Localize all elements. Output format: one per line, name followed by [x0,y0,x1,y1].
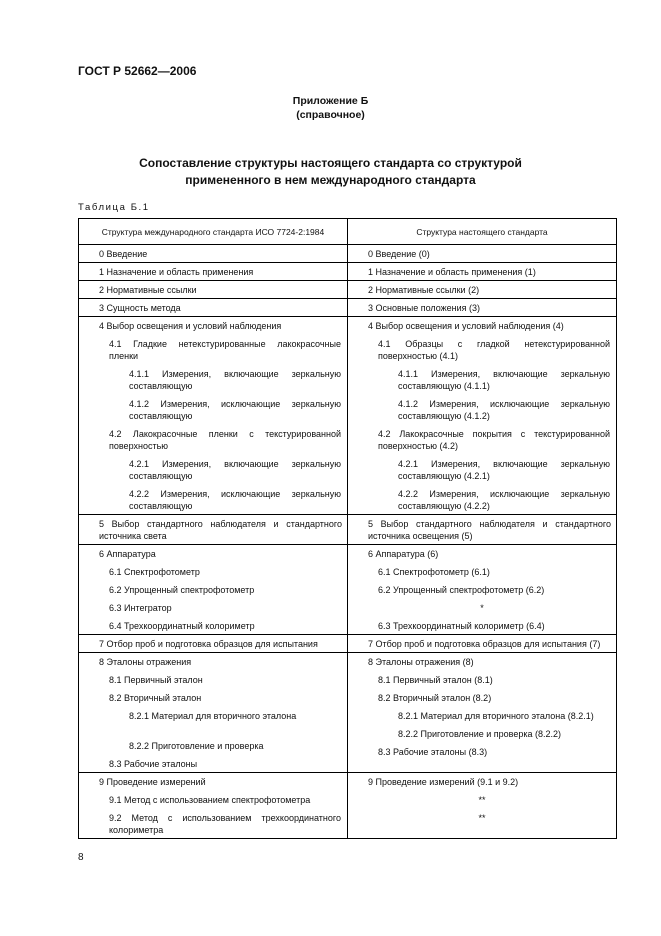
standard-designation: ГОСТ Р 52662—2006 [78,64,197,78]
clause-entry: 1 Назначение и область применения [99,267,254,277]
international-structure-cell [79,317,348,515]
national-structure-cell [348,773,617,839]
clause-entry: 4.2.1 Измерения, включающие зеркальную составляющую (4.2.1) [398,459,610,481]
clause-entry: 6.3 Интегратор [109,603,172,613]
international-structure-cell [79,263,348,281]
clause-entry: 4.1.1 Измерения, включающие зеркальную составляющую [129,369,341,391]
clause-entry: 8.3 Рабочие эталоны [109,759,198,769]
clause-entry: 2 Нормативные ссылки [99,285,197,295]
international-structure-cell [79,773,348,839]
header-international-standard: Структура международного стандарта ИСО 7724-2:1984 [79,219,348,245]
national-structure-cell [348,545,617,635]
clause-entry: 5 Выбор стандартного наблюдателя и стандартного источника освещения (5) [368,519,611,541]
national-structure-cell [348,245,617,263]
table-caption: Таблица Б.1 [78,202,150,213]
table-row [79,263,617,281]
table-header-row [79,219,617,245]
table-body [79,245,617,839]
national-structure-cell [348,299,617,317]
clause-entry: 4.1.1 Измерения, включающие зеркальную составляющую (4.1.1) [398,369,610,391]
clause-entry: 6.2 Упрощенный спектрофотометр (6.2) [378,585,545,595]
clause-entry: 8.2.1 Материал для вторичного эталона [129,711,297,721]
page-number: 8 [78,852,84,863]
clause-entry: 4.2 Лакокрасочные пленки с текстурированной поверхностью [109,429,341,451]
clause-entry: 4.2 Лакокрасочные покрытия с текстурированной поверхностью (4.2) [378,429,610,451]
clause-entry: ** [478,795,486,805]
table-row [79,515,617,545]
clause-entry: 4.1.2 Измерения, исключающие зеркальную составляющую (4.1.2) [398,399,610,421]
national-structure-cell [348,317,617,515]
clause-entry: 9 Проведение измерений (9.1 и 9.2) [368,777,519,787]
clause-entry: 8.2.1 Материал для вторичного эталона (8.2.1) [398,711,594,721]
clause-entry: ** [478,813,486,823]
clause-entry: 6 Аппаратура [99,549,156,559]
clause-entry: 4 Выбор освещения и условий наблюдения (4) [368,321,564,331]
clause-entry: 5 Выбор стандартного наблюдателя и стандартного источника света [99,519,342,541]
clause-entry: 9 Проведение измерений [99,777,206,787]
national-structure-cell [348,653,617,773]
clause-entry: 6.4 Трехкоординатный колориметр [109,621,255,631]
clause-entry: 8.3 Рабочие эталоны (8.3) [378,747,488,757]
table-row [79,773,617,839]
clause-entry: 8 Эталоны отражения [99,657,192,667]
international-structure-cell [79,545,348,635]
clause-entry: 6 Аппаратура (6) [368,549,439,559]
document-title-line-2: примененного в нем международного стандарта [185,173,476,187]
table-row [79,635,617,653]
clause-entry: 8.2.2 Приготовление и проверка [129,741,264,751]
clause-entry: 6.2 Упрощенный спектрофотометр [109,585,255,595]
clause-entry: 8.2 Вторичный эталон [109,693,202,703]
national-structure-cell [348,263,617,281]
clause-entry: 4.2.2 Измерения, исключающие зеркальную составляющую [129,489,341,511]
clause-entry: 4.1.2 Измерения, исключающие зеркальную составляющую [129,399,341,421]
clause-entry: 3 Сущность метода [99,303,181,313]
clause-entry: 0 Введение [99,249,148,259]
table-row [79,281,617,299]
clause-entry: 8.1 Первичный эталон (8.1) [378,675,493,685]
clause-entry: 8.1 Первичный эталон [109,675,203,685]
clause-entry: 6.1 Спектрофотометр (6.1) [378,567,490,577]
clause-entry: 3 Основные положения (3) [368,303,481,313]
clause-entry: 4.2.2 Измерения, исключающие зеркальную составляющую (4.2.2) [398,489,610,511]
clause-entry: 7 Отбор проб и подготовка образцов для испытания [99,639,318,649]
clause-entry: 6.3 Трехкоординатный колориметр (6.4) [378,621,545,631]
international-structure-cell [79,245,348,263]
document-title-line-1: Сопоставление структуры настоящего стандарта со структурой [139,156,522,170]
clause-entry: 4.1 Гладкие нетекстурированные лакокрасочные пленки [109,339,341,361]
clause-entry: * [480,603,484,613]
clause-entry: 8.2.2 Приготовление и проверка (8.2.2) [398,729,562,739]
clause-entry: 8.2 Вторичный эталон (8.2) [378,693,492,703]
annex-type: (справочное) [296,109,365,121]
national-structure-cell [348,281,617,299]
comparison-table [78,218,617,839]
clause-entry: 6.1 Спектрофотометр [109,567,200,577]
clause-entry: 4 Выбор освещения и условий наблюдения [99,321,282,331]
clause-entry: 2 Нормативные ссылки (2) [368,285,480,295]
international-structure-cell [79,635,348,653]
international-structure-cell [79,653,348,773]
table-row [79,245,617,263]
annex-title: Приложение Б [292,95,369,107]
table-row [79,299,617,317]
table-row [79,545,617,635]
international-structure-cell [79,281,348,299]
header-this-standard: Структура настоящего стандарта [348,219,617,245]
clause-entry: 4.1 Образцы с гладкой нетекстурированной поверхностью (4.1) [378,339,610,361]
clause-entry: 9.1 Метод с использованием спектрофотометра [109,795,311,805]
national-structure-cell [348,635,617,653]
clause-entry: 4.2.1 Измерения, включающие зеркальную составляющую [129,459,341,481]
international-structure-cell [79,515,348,545]
international-structure-cell [79,299,348,317]
clause-entry: 0 Введение (0) [368,249,430,259]
national-structure-cell [348,515,617,545]
clause-entry: 9.2 Метод с использованием трехкоординатного колориметра [109,813,341,835]
table-row [79,317,617,515]
table-row [79,653,617,773]
clause-entry: 8 Эталоны отражения (8) [368,657,474,667]
clause-entry: 1 Назначение и область применения (1) [368,267,536,277]
clause-entry: 7 Отбор проб и подготовка образцов для испытания (7) [368,639,601,649]
